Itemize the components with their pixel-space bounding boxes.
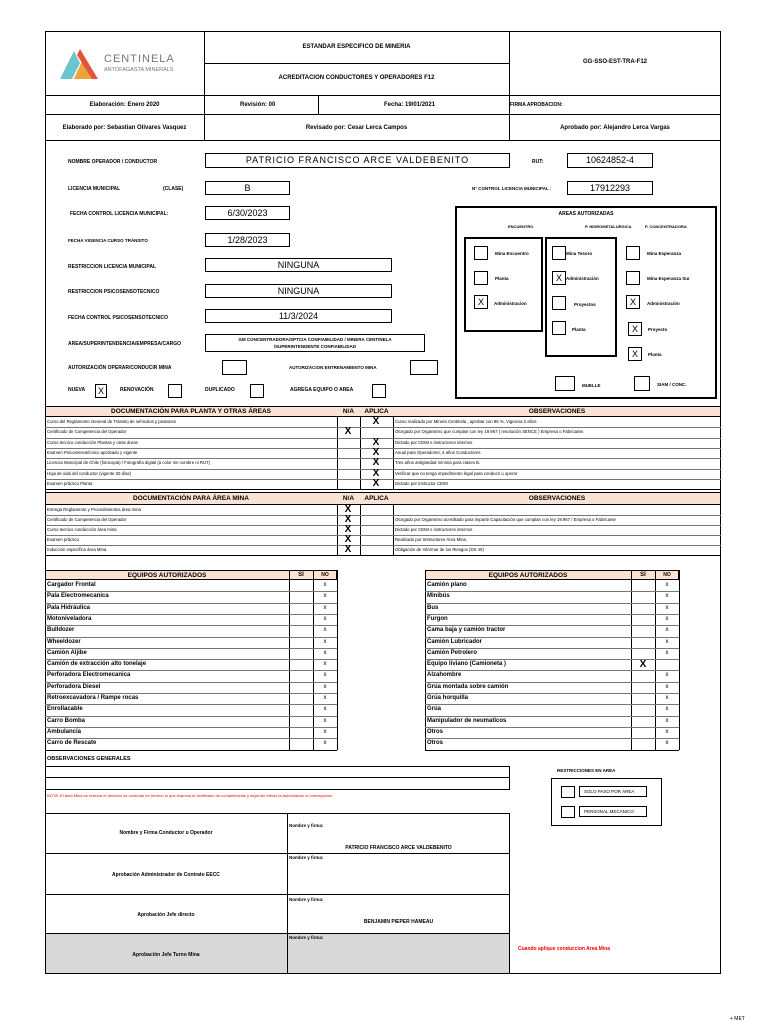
doc-planta-title: DOCUMENTACIÓN PARA PLANTA Y OTRAS ÁREAS	[111, 408, 271, 415]
doc-planta-doc: Curso del Reglamento General de Tránsito de vehiculos y peatones	[47, 419, 176, 424]
equipos-left-row-line	[45, 727, 337, 728]
equipos-right-item: Manipulador de neumaticos	[427, 717, 507, 724]
doc-mina-vline	[45, 505, 46, 555]
areas-title: AREAS AUTORIZADAS	[558, 211, 614, 217]
equipos-left-item: Carro Bomba	[47, 717, 86, 724]
equipos-right-item: Grúa horquilla	[427, 695, 469, 701]
equipos-right-row-line	[425, 591, 679, 592]
doc-mina-obs: Dictado por CEIM e instructores internos	[395, 527, 473, 532]
equipos-left-item: Cargador Frontal	[47, 582, 96, 588]
solo-paso-label: SOLO PASO POR ÁREA	[584, 789, 635, 794]
licencia-value[interactable]: B	[205, 181, 290, 195]
siam-label: SIAM / CONC.	[657, 382, 687, 387]
equipos-left-no-mark[interactable]: x	[323, 740, 327, 747]
equipos-right-row-line	[425, 704, 679, 705]
personal-mecanico-label: PERSONAL MECÁNICO	[584, 809, 634, 814]
duplicado-label: DUPLICADO	[205, 387, 235, 393]
doc-planta-obs: Tres años antigüedad mínima para clases B.	[395, 460, 481, 466]
equipos-right-no-mark[interactable]: x	[665, 695, 669, 701]
doc-mina-title: DOCUMENTACIÓN PARA ÁREA MINA	[133, 495, 249, 502]
equipos-right-item: Camión plano	[427, 582, 467, 588]
equipos-left-no-mark[interactable]: x	[323, 661, 327, 668]
area-value[interactable]	[205, 334, 425, 352]
equipos-left-item: Camión Aljibe	[47, 649, 87, 656]
doc-planta-doc: Licencia Municipal de Chile (fotocopia) / Fotografía digital (a color sin nombre ni RUT)	[47, 460, 211, 466]
equipos-left-no-mark[interactable]: x	[323, 672, 327, 679]
mina-tesoro-checkbox[interactable]	[552, 246, 566, 260]
doc-planta-obs: OBSERVACIONES	[528, 408, 586, 415]
firma2-nombre: Nombre y firma:	[289, 855, 324, 860]
doc-planta-row-line	[45, 438, 721, 439]
aprobado-por: Aprobado por: Alejandro Lerca Vargas	[560, 125, 670, 131]
firma1-name: PATRICIO FRANCISCO ARCE VALDEBENITO	[345, 845, 452, 851]
doc-mina-vline	[360, 505, 361, 555]
equipos-right-no-mark[interactable]: x	[665, 582, 669, 588]
entrenamiento-label: AUTORIZACION ENTRENAMIENTO MINA	[289, 365, 377, 370]
renovacion-checkbox[interactable]	[168, 384, 182, 398]
planta3-checkbox[interactable]: X	[628, 347, 642, 361]
equipos-right-no-mark[interactable]: x	[665, 638, 669, 645]
fecha-control-lic-label: FECHA CONTROL LICENCIA MUNICIPAL:	[70, 211, 169, 217]
equipos-left-no-mark[interactable]: x	[323, 728, 327, 735]
area-value-line1: GM CONCENTRADORA/SPTCIA CONFIABILIDAD / MINERA CENTINELA	[238, 337, 392, 342]
equipos-left-row-line	[45, 625, 337, 626]
obs-generales-box[interactable]	[45, 766, 510, 790]
firma1-label: Nombre y Firma Conductor u Operador	[119, 830, 213, 836]
equipos-right-item: Grúa montada sobre camión	[427, 683, 509, 690]
firma2-label: Aprobación Administrador de Contrato EECC	[112, 872, 220, 878]
doc-mina-na: N/A	[342, 495, 355, 502]
autorizacion-label: AUTORIZACIÓN OPERAR/CONDUCIR MINA	[68, 365, 172, 371]
agrega-label: AGREGA EQUIPO O AREA	[290, 387, 354, 393]
fecha: Fecha: 19/01/2021	[384, 102, 436, 108]
fecha-psico-value[interactable]: 11/3/2024	[205, 309, 392, 323]
autorizacion-checkbox[interactable]	[222, 360, 247, 375]
doc-planta-obs: Otorgado por Organismo que cumplan con ley 19.967 ( resolución SENCE ) Empresa o Fabricante.	[395, 429, 585, 435]
control-lic-label: N° CONTROL LICENCIA MUNICIPAL :	[472, 186, 552, 191]
fecha-control-lic-value[interactable]: 6/30/2023	[205, 206, 290, 220]
doc-mina-na-mark[interactable]: X	[344, 544, 352, 555]
doc-subtitle: ACREDITACION CONDUCTORES Y OPERADORES F12	[278, 75, 435, 81]
doc-planta-row-line	[45, 479, 721, 480]
equipos-left-no-mark[interactable]: x	[323, 615, 327, 622]
equipos-left-row-line	[45, 648, 337, 649]
doc-planta-obs: Dictado por CEIM e instructores internos	[395, 439, 473, 445]
mina-encuentro-label: Mina Encuentro	[495, 251, 529, 256]
doc-planta-doc: Curso tecnico conducción Plantas y otras áreas	[47, 439, 138, 445]
doc-planta-aplica-mark[interactable]: X	[372, 457, 380, 469]
equipos-right-no-mark[interactable]: x	[665, 728, 669, 735]
doc-planta-aplica-mark[interactable]: X	[372, 467, 380, 479]
doc-mina-doc: Certificado de Competencia del Operador	[47, 517, 127, 522]
equipos-right-item: Minibús	[427, 593, 450, 600]
equipos-left-item: Camión de extracción alto tonelaje	[47, 661, 147, 668]
equipos-right-item: Grúa	[427, 706, 442, 713]
equipos-right-no-mark[interactable]: x	[665, 717, 669, 724]
doc-planta-aplica-mark[interactable]: X	[372, 446, 380, 458]
equipos-left-vline	[337, 570, 338, 750]
doc-mina-bottom	[45, 555, 721, 556]
doc-planta-bottom	[45, 489, 721, 490]
company-logo	[58, 43, 198, 83]
muelle-label: MUELLE	[582, 383, 601, 388]
equipos-left-item: Wheeldozer	[47, 638, 81, 645]
nombre-label: NOMBRE OPERADOR / CONDUCTOR	[68, 159, 158, 165]
rut-value[interactable]: 10624852-4	[567, 153, 653, 168]
centinela-logo-icon	[58, 43, 102, 81]
fecha-curso-value[interactable]: 1/28/2023	[205, 233, 290, 247]
logo-subtitle: ANTOFAGASTA MINERALS	[104, 67, 174, 73]
proyecto-checkbox[interactable]: X	[628, 322, 642, 336]
clase-label: (CLASE)	[163, 186, 184, 192]
proyecto-label: Proyecto	[648, 327, 668, 332]
equipos-right-item: Equipo liviano (Camioneta )	[427, 661, 507, 668]
proyectos-checkbox[interactable]	[552, 296, 566, 310]
equipos-left-title: EQUIPOS AUTORIZADOS	[127, 572, 207, 579]
elaboracion: Elaboración: Enero 2020	[89, 102, 160, 108]
administracion2-checkbox[interactable]: X	[552, 271, 566, 285]
duplicado-checkbox[interactable]	[250, 384, 264, 398]
doc-mina-obs: Obligación de Informar de los Riesgos (DS 40)	[395, 547, 484, 552]
equipos-right-item: Camión Petrolero	[427, 649, 478, 656]
equipos-right-item: Alzahombre	[427, 672, 462, 679]
area-value-line2: /SUPERINTENDENTE CONFIABILIDAD	[273, 344, 357, 349]
equipos-left-row-line	[45, 704, 337, 705]
equipos-left-no-mark[interactable]: x	[323, 649, 327, 656]
area-label: AREA/SUPERINTENDENCIA/EMPRESA/CARGO	[68, 341, 182, 347]
proyectos-label: Proyectos	[574, 302, 596, 307]
doc-mina-vline	[393, 505, 394, 555]
firma4-nombre: Nombre y firma:	[289, 935, 324, 940]
equipos-left-item: Ambulancia	[47, 728, 82, 735]
doc-mina-row-line	[45, 545, 721, 546]
equipos-right-vline	[679, 570, 680, 750]
equipos-right-no-header: NO	[663, 572, 671, 578]
mina-esperanza-label: Mina Esperanza	[647, 251, 682, 256]
planta2-checkbox[interactable]	[552, 321, 566, 335]
equipos-left-item: Retroexcavadora / Rampe rocas	[47, 695, 139, 701]
firma4-label: Aprobación Jefe Turno Mina	[132, 952, 200, 958]
agrega-checkbox[interactable]	[372, 384, 386, 398]
doc-planta-obs: Anual para Operadores, 4 años Conductores	[395, 449, 481, 455]
equipos-left-item: Pala Hidráulica	[47, 604, 91, 611]
doc-title: ESTANDAR ESPECIFICO DE MINERIA	[302, 44, 411, 50]
doc-planta-row-line	[45, 448, 721, 449]
doc-mina-obs: OBSERVACIONES	[528, 495, 586, 502]
doc-planta-doc: Examen Psicosensotécnico aprobado y vigente	[47, 449, 138, 455]
equipos-right-no-mark[interactable]: x	[665, 672, 669, 679]
mina-encuentro-checkbox[interactable]	[474, 246, 488, 260]
areas-col1: ENCUENTRO	[508, 224, 534, 229]
equipos-left-no-mark[interactable]: x	[323, 638, 327, 645]
equipos-right-si-mark[interactable]: X	[639, 659, 647, 671]
doc-mina-doc: Curso tecnico conducción área mina	[47, 527, 117, 532]
doc-mina-row-line	[45, 525, 721, 526]
doc-mina-obs: Otorgado por Organismo acreditado para impartir Capacitación que cumplan con ley 19.967 / Empresa o Fabricante	[395, 517, 616, 522]
revisado-por: Revisado por: Cesar Lerca Campos	[305, 125, 408, 131]
administracion-label: Administracion	[494, 301, 527, 306]
doc-planta-doc: Examen práctico Planta	[47, 480, 93, 486]
mina-esperanza-sur-checkbox[interactable]	[626, 271, 640, 285]
equipos-left-item: Perforadora Electromecanica	[47, 672, 131, 679]
equipos-right-no-mark[interactable]: x	[665, 706, 669, 713]
doc-planta-aplica: APLICA	[364, 408, 389, 415]
equipos-left-item: Enrollacable	[47, 706, 83, 713]
equipos-right-no-mark[interactable]: x	[665, 627, 669, 634]
equipos-left-no-mark[interactable]: x	[323, 593, 327, 600]
equipos-left-no-mark[interactable]: x	[323, 717, 327, 724]
equipos-left-no-mark[interactable]: x	[323, 582, 327, 588]
planta3-label: Planta	[648, 352, 662, 357]
doc-mina-doc: Entrega Reglamento y Procedimientos área mina	[47, 507, 141, 512]
planta2-label: Planta	[572, 327, 586, 332]
doc-mina-na-mark[interactable]: X	[344, 524, 352, 535]
equipos-right-item: Camión Lubricador	[427, 638, 483, 645]
corner-text: + MET	[730, 1016, 745, 1022]
administracion-checkbox[interactable]: X	[474, 295, 488, 309]
firma3-name: BENJAMIN PIEPER HAMEAU	[363, 919, 434, 925]
revision: Revisión: 00	[240, 102, 276, 108]
doc-planta-doc: Certificado de Competencia del Operador	[47, 429, 127, 435]
doc-planta-na-mark[interactable]: X	[344, 426, 352, 438]
nueva-label: NUEVA	[68, 387, 86, 393]
doc-planta-row-line	[45, 469, 721, 470]
nota-text: NOTA: El área Mina se reserva el derecho de controlar en terreno lo que expresa el certificado de competencias y dejar sin efecto la Autorización si corresponda.	[47, 793, 333, 798]
fecha-psico-label: FECHA CONTROL PSICOSENSOTECNICO	[68, 315, 169, 321]
equipos-left-item: Bulldozer	[47, 627, 75, 634]
mina-esperanza-checkbox[interactable]	[626, 246, 640, 260]
equipos-right-bottom	[425, 750, 679, 751]
equipos-left-no-mark[interactable]: x	[323, 627, 327, 634]
doc-mina-row-line	[45, 535, 721, 536]
doc-code: GG-SSO-EST-TRA-F12	[582, 59, 647, 65]
equipos-left-item: Pala Electromecanica	[47, 593, 109, 600]
equipos-right-row-line	[425, 603, 679, 604]
doc-planta-doc: Hoja de vida del conductor (vigente 30 días)	[47, 470, 132, 476]
obs-generales-label: OBSERVACIONES GENERALES	[47, 756, 131, 762]
doc-planta-aplica-mark[interactable]: X	[372, 477, 380, 489]
doc-mina-doc: Examen práctico	[47, 537, 80, 542]
firma3-nombre: Nombre y firma:	[289, 897, 324, 902]
equipos-left-item: Motoniveladora	[47, 615, 92, 622]
doc-mina-obs: Realizado por Instructores Área Mina.	[395, 537, 468, 542]
doc-planta-obs: Dictado por instructor CEIM	[395, 480, 448, 486]
equipos-right-no-mark[interactable]: x	[665, 604, 669, 611]
equipos-right-title: EQUIPOS AUTORIZADOS	[488, 572, 568, 579]
equipos-right-no-mark[interactable]: x	[665, 593, 669, 600]
equipos-right-item: Furgon	[427, 615, 448, 622]
rut-label: RUT:	[532, 159, 544, 165]
planta-checkbox[interactable]	[474, 271, 488, 285]
equipos-right-no-mark[interactable]: x	[665, 683, 669, 690]
fecha-curso-label: FECHA VIGENCIA CURSO TRÁNSITO	[68, 238, 148, 243]
equipos-left-no-mark[interactable]: x	[323, 695, 327, 701]
restriccion-lic-value[interactable]: NINGUNA	[205, 258, 392, 272]
restricciones-title: RESTRICCIONES EN AREA	[557, 768, 616, 773]
equipos-right-no-mark[interactable]: x	[665, 615, 669, 622]
mina-esperanza-sur-label: Mina Esperanza Sur	[647, 276, 690, 281]
doc-planta-aplica-mark[interactable]: X	[372, 436, 380, 448]
planta-label: Planta	[495, 276, 509, 281]
areas-col3: P. CONCENTRADORA	[645, 224, 687, 229]
administracion3-checkbox[interactable]: X	[626, 295, 640, 309]
equipos-left-no-mark[interactable]: x	[323, 706, 327, 713]
firma3-label: Aprobación Jefe directo	[137, 912, 195, 918]
licencia-label: LICENCIA MUNICIPAL	[68, 186, 121, 192]
nueva-checkbox[interactable]: X	[95, 384, 107, 398]
doc-planta-row-line	[45, 427, 721, 428]
equipos-right-item: Otros	[427, 740, 444, 747]
doc-planta-aplica-mark[interactable]: X	[372, 416, 380, 427]
doc-mina-row-line	[45, 515, 721, 516]
administracion3-label: Administración	[647, 301, 680, 306]
equipos-right-item: Cama baja y camión tractor	[427, 627, 506, 634]
equipos-right-no-mark[interactable]: x	[665, 740, 669, 747]
doc-planta-obs: Verificar que no tenga impedimento legal para conducir u operar	[395, 470, 518, 476]
cuando-aplique-text: Cuando aplique conduccion Area Mina	[518, 946, 611, 952]
equipos-left-bottom	[45, 750, 337, 751]
equipos-right-item: Bus	[427, 604, 439, 611]
doc-mina-na-mark[interactable]: X	[344, 504, 352, 515]
equipos-right-item: Otros	[427, 728, 444, 735]
equipos-left-no-mark[interactable]: x	[323, 683, 327, 690]
equipos-left-si-header: SI	[298, 572, 304, 578]
equipos-right-row-line	[425, 738, 679, 739]
personal-mecanico-checkbox[interactable]	[561, 806, 575, 818]
equipos-left-row-line	[45, 637, 337, 638]
areas-col2: P. HIDROMETALURGICA	[585, 224, 632, 229]
restriccion-psico-label: RESTRICCION PSICOSENSOTECNICO	[68, 289, 160, 295]
renovacion-label: RENOVACIÓN	[120, 387, 154, 393]
doc-mina-doc: Inducción específica área Mina	[47, 547, 107, 552]
doc-planta-na: N/A	[342, 408, 355, 415]
equipos-left-item: Carro de Rescate	[47, 740, 97, 747]
equipos-right-row-line	[425, 614, 679, 615]
administracion2-label: Administración	[566, 276, 599, 281]
equipos-right-si-header: SI	[640, 572, 646, 578]
doc-mina-na-mark[interactable]: X	[344, 534, 352, 545]
solo-paso-checkbox[interactable]	[561, 786, 575, 798]
siam-checkbox[interactable]	[634, 376, 650, 391]
doc-mina-vline	[337, 505, 338, 555]
doc-planta-obs: Curso realizado por Minera Centinela , aprobar con 85 %. Vigencia 2 años	[395, 419, 537, 424]
entrenamiento-checkbox[interactable]	[410, 360, 438, 375]
doc-mina-aplica: APLICA	[364, 495, 389, 502]
equipos-left-no-header: NO	[321, 572, 329, 578]
firma1-nombre: Nombre y firma:	[289, 823, 324, 828]
muelle-checkbox[interactable]	[555, 376, 575, 391]
nombre-value[interactable]: PATRICIO FRANCISCO ARCE VALDEBENITO	[205, 153, 510, 168]
firma-aprobacion: FIRMA APROBACION:	[510, 102, 563, 108]
equipos-right-row-line	[425, 727, 679, 728]
control-lic-value[interactable]: 17912293	[567, 181, 653, 195]
mina-tesoro-label: Mina Tesoro	[566, 251, 593, 256]
doc-mina-vline	[720, 505, 721, 555]
restriccion-psico-value[interactable]: NINGUNA	[205, 284, 392, 298]
equipos-right-no-mark[interactable]: x	[665, 649, 669, 656]
equipos-right-row-line	[425, 670, 679, 671]
restriccion-lic-label: RESTRICCION LICENCIA MUNICIPAL	[68, 264, 157, 270]
equipos-left-row-line	[45, 716, 337, 717]
logo-name: CENTINELA	[104, 53, 175, 65]
equipos-left-item: Perforadora Diesel	[47, 683, 101, 690]
doc-mina-na-mark[interactable]: X	[344, 514, 352, 525]
elaborado-por: Elaborado por: Sebastian Olivares Vasquez	[62, 125, 187, 131]
equipos-left-no-mark[interactable]: x	[323, 604, 327, 611]
